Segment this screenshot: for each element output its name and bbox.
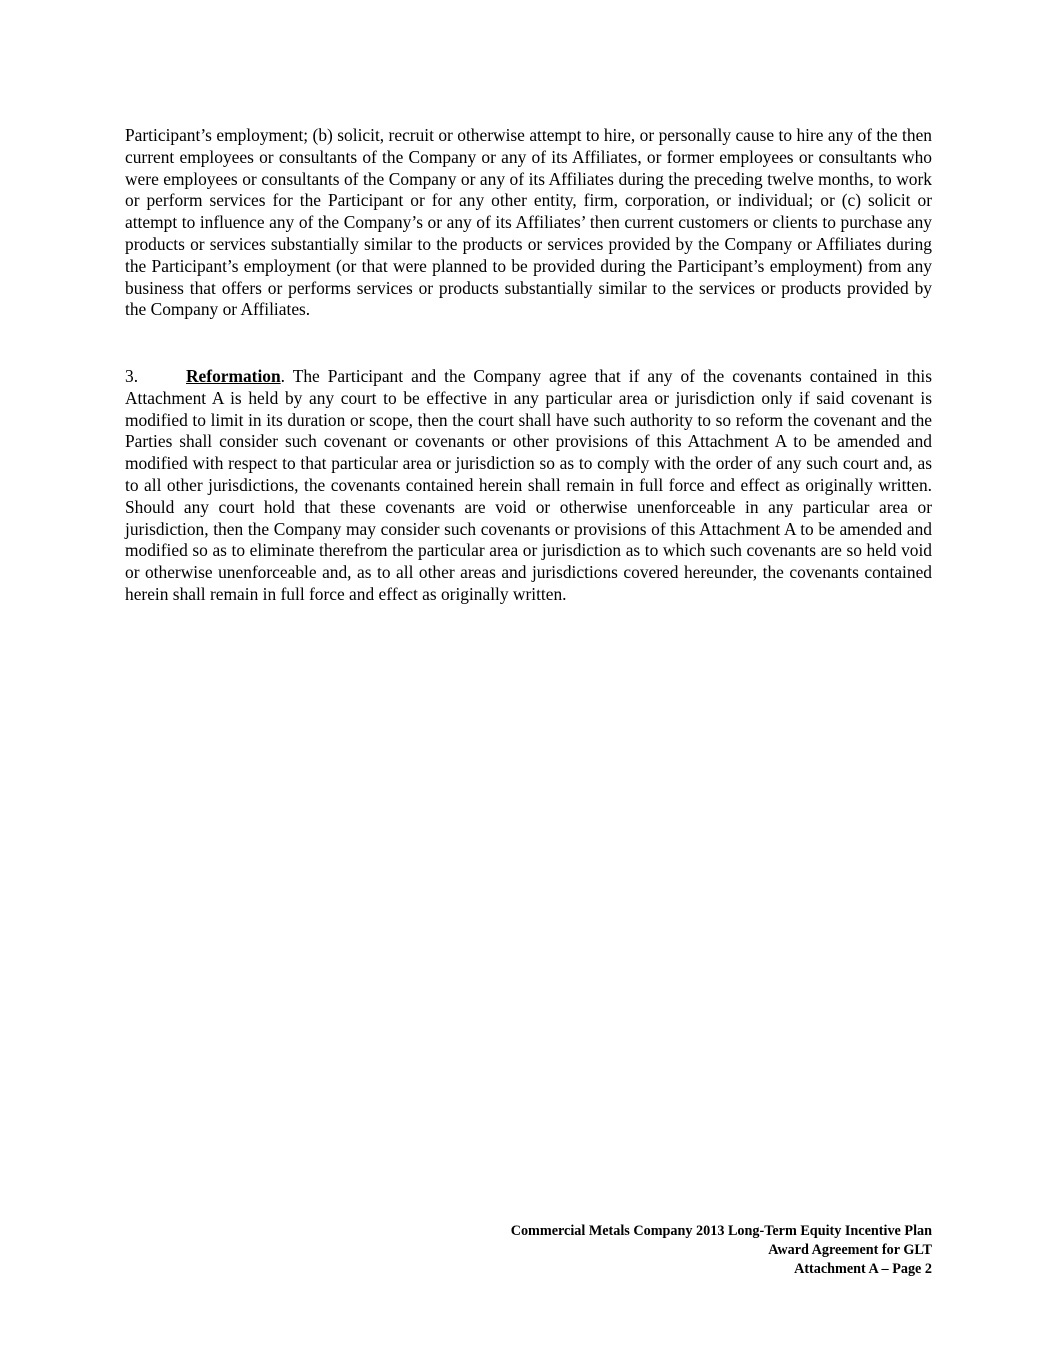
- section-heading-punct: .: [280, 366, 286, 386]
- section-heading: Reformation: [186, 366, 281, 386]
- footer-page-number: Attachment A – Page 2: [794, 1261, 932, 1277]
- section-text: The Participant and the Company agree that if any of the covenants contained in this Attachment A is held by any court to be effective in any particular area or jurisdiction only if said covenant is modified to limit in its duration or scope, then the court shall have such authority to so reform the covenant and the Parties shall consider such covenant or covenants or other provisions of this Attachment A to be amended and modified with respect to that particular area or jurisdiction so as to comply with the order of any such court and, as to all other jurisdictions, the covenants contained herein shall remain in full force and effect as originally written. Should any court hold that these covenants are void or otherwise unenforceable in any particular area or jurisdiction, then the Company may consider such covenants or provisions of this Attachment A to be amended and modified so as to eliminate therefrom the particular area or jurisdiction as to which such covenants are so held void or otherwise unenforceable and, as to all other areas and jurisdictions covered hereunder, the covenants contained herein shall remain in full force and effect as originally written.: [125, 366, 932, 604]
- page-footer: [511, 1222, 932, 1279]
- footer-plan-title: Commercial Metals Company 2013 Long-Term Equity Incentive Plan: [510, 1223, 932, 1239]
- section-3-reformation: [125, 366, 932, 606]
- paragraph-continued: Participant’s employment; (b) solicit, recruit or otherwise attempt to hire, or personally cause to hire any of the then current employees or consultants of the Company or any of its Affiliates, or former employees or consultants who were employees or consultants of the Company or any of its Affiliates during the preceding twelve months, to work or perform services for the Participant or for any other entity, firm, corporation, or individual; or (c) solicit or attempt to influence any of the Company’s or any of its Affiliates’ then current customers or clients to purchase any products or services substantially similar to the products or services provided by the Company or Affiliates during the Participant’s employment (or that were planned to be provided during the Participant’s employment) from any business that offers or performs services or products substantially similar to the services or products provided by the Company or Affiliates.: [125, 125, 932, 320]
- section-number: 3.: [125, 366, 139, 386]
- footer-award-agreement: Award Agreement for GLT: [768, 1242, 932, 1258]
